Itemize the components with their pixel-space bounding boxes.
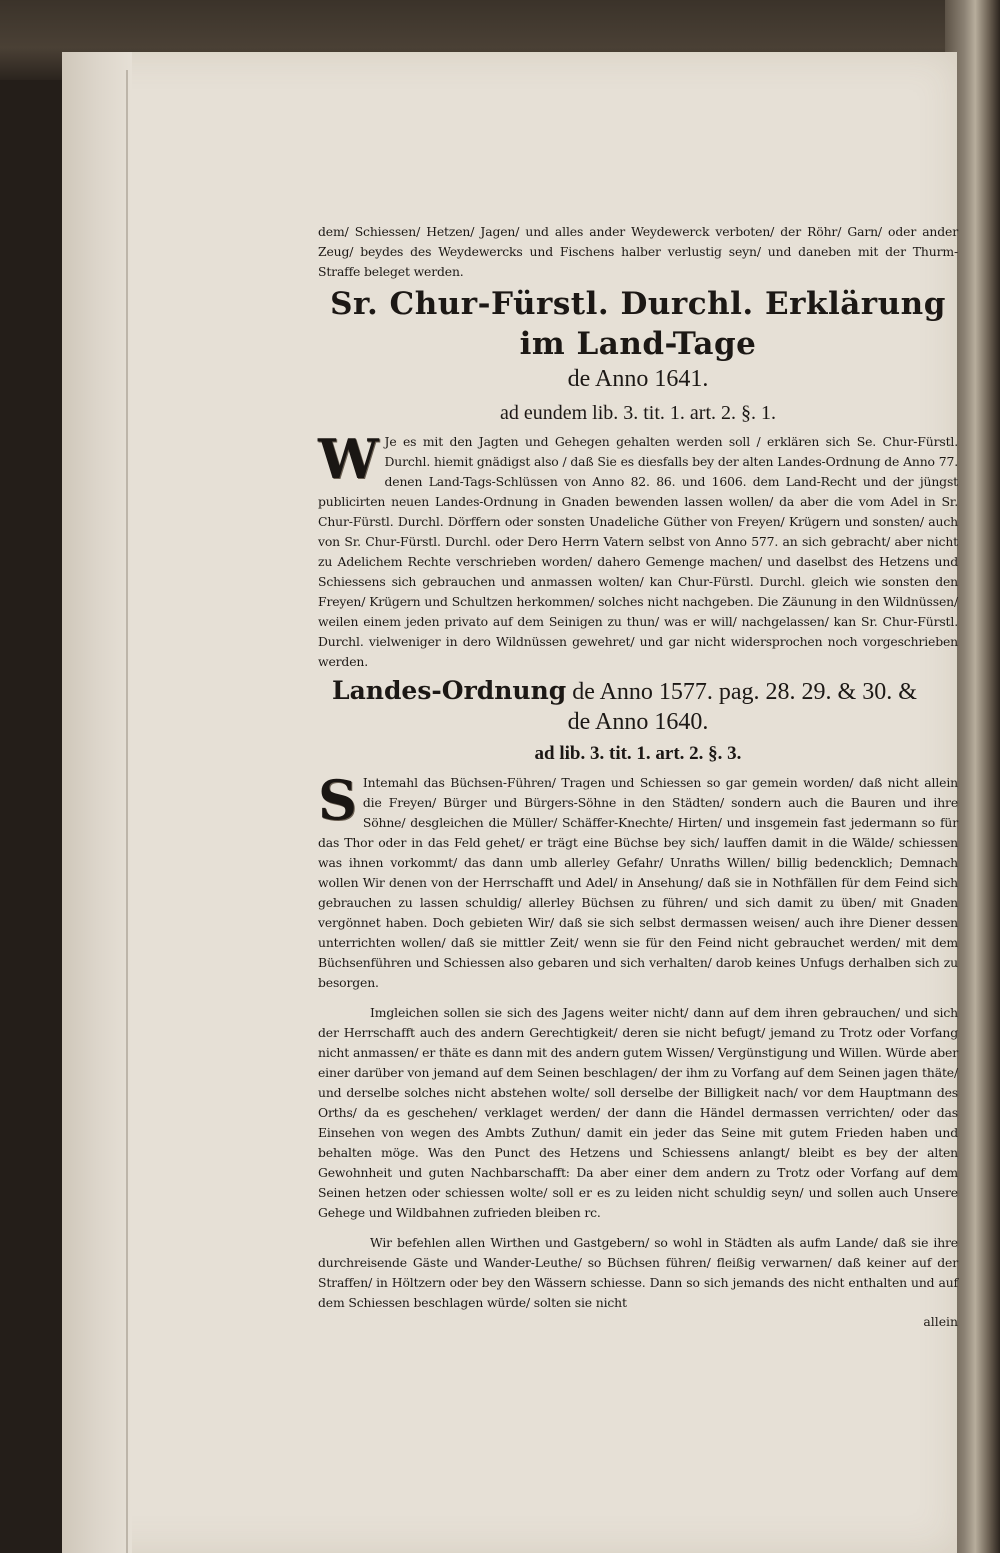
section2-paragraph1 bbox=[318, 768, 958, 993]
gutter-line bbox=[126, 70, 128, 1553]
section2-reference: ad lib. 3. tit. 1. art. 2. §. 3. bbox=[534, 743, 742, 764]
section2-heading-title: Landes-Ordnung bbox=[332, 676, 567, 705]
section2-paragraph2: Imgleichen sollen sie sich des Jagens weiter nicht/ dann auf dem ihren gebrauchen/ und sich der Herrschafft auch des andern Gerechtigkeit/ deren sie nicht befugt/ jemand zu Trotz oder Vorfang nicht anmassen/ er thäte es dann mit des andern gutem Wissen/ Vergünstigung und Willen. Würde aber einer darüber von jemand auf dem Seinen beschlagen/ der ihm zu Vorfang auf dem Seinen jagen thäte/ und derselbe solches nicht abstehen wolte/ soll derselbe der Billigkeit nach/ vor dem Hauptmann des Orths/ da es geschehen/ verklaget werden/ der dann die Händel dermassen verrichten/ oder das Einsehen von wegen des Ambts Zuthun/ damit ein jeder das Seine mit gutem Frieden haben und behalten möge. Was den Punct des Hetzens und Schiessens anlangt/ bleibt es bey der alten Gewohnheit und guten Nachbarschafft: Da aber einer dem andern zu Trotz oder Vorfang auf dem Seinen hetzen oder schiessen wolte/ soll er es zu leiden nicht schuldig seyn/ und sollen auch Unsere Gehege und Wildbahnen zufrieden bleiben rc. bbox=[318, 1005, 958, 1220]
catchword: allein bbox=[923, 1314, 958, 1329]
section2-heading-line2: de Anno 1640. bbox=[567, 709, 709, 735]
section1-heading: Sr. Chur-Fürstl. Durchl. Erklärung im Land-Tage bbox=[330, 286, 946, 362]
drop-cap-w: W bbox=[318, 427, 379, 491]
section2-paragraph1-text: Intemahl das Büchsen-Führen/ Tragen und Schiessen so gar gemein worden/ daß nicht allein die Freyen/ Bürger und Bürgers-Söhne in den Städten/ sondern auch die Bauren und ihre Söhne/ desgleichen die Müller/ Schäffer-Knechte/ Hirten/ und insgemein fast jedermann so für das Thor oder in das Feld gehet/ er trägt eine Büchse bey sich/ lauffen damit in die Wälde/ schiessen was ihnen vorkommt/ das dann umb allerley Gefahr/ Unraths Willen/ billig bedencklich; Demnach wollen Wir denen von der Herrschafft und Adel/ in Ansehung/ daß sie in Nothfällen für dem Feind sich gebrauchen zu lassen schuldig/ allerley Büchsen zu führen/ und sich damit zu üben/ mit Gnaden vergönnet haben. Doch gebieten Wir/ daß sie sich selbst dermassen weisen/ auch ihre Diener dessen unterrichten wollen/ daß sie mittler Zeit/ wenn sie für den Feind nicht gebrauchet werden/ mit dem Büchsenführen und Schiessen also gebaren und sich verhalten/ darob keines Unfugs derhalben sich zu besorgen. bbox=[318, 775, 958, 990]
section1-body bbox=[318, 427, 958, 672]
section2-heading-rest: de Anno 1577. pag. 28. 29. & 30. & bbox=[566, 679, 917, 705]
drop-cap-s: S bbox=[318, 768, 357, 832]
scan-background-left bbox=[0, 0, 70, 1553]
section1-body-text: Je es mit den Jagten und Gehegen gehalten werden soll / erklären sich Se. Chur-Fürstl. Durchl. hiemit gnädigst also / daß Sie es diesfalls bey der alten Landes-Ordnung de Anno 77. denen Land-Tags-Schlüssen von Anno 82. 86. und 1606. dem Land-Recht und der jüngst publicirten neuen Landes-Ordnung in Gnaden bewenden lassen wollen/ da aber die vom Adel in Sr. Chur-Fürstl. Durchl. Dörffern oder sonsten Unadeliche Güther von Freyen/ Krügern und sonsten/ auch von Sr. Chur-Fürstl. Durchl. oder Dero Herrn Vatern selbst von Anno 577. an sich gebracht/ aber nicht zu Adelichem Rechte verschrieben worden/ dahero Gemenge machen/ und daselbst des Hetzens und Schiessens sich gebrauchen und anmassen wolten/ kan Chur-Fürstl. Durchl. gleich wie sonsten den Freyen/ Krügern und Schultzen herkommen/ solches nicht nachgeben. Die Zäunung in den Wildnüssen/ weilen einem jeden privato auf dem Seinigen zu thun/ was er will/ nachgelassen/ kan Sr. Chur-Fürstl. Durchl. vielweniger in dero Wildnüssen gewehret/ und gar nicht widersprochen noch vorgeschrieben werden. bbox=[318, 434, 958, 669]
section1-year: de Anno 1641. bbox=[567, 366, 709, 392]
intro-paragraph: dem/ Schiessen/ Hetzen/ Jagen/ und alles ander Weydewerck verboten/ der Röhr/ Garn/ oder ander Zeug/ beydes des Weydewercks und Fischens halber verlustig seyn/ und daneben mit der Thurm-Straffe beleget werden. bbox=[318, 224, 958, 279]
section2-heading bbox=[332, 676, 958, 707]
page-text-block bbox=[318, 222, 958, 1331]
section2-paragraph3: Wir befehlen allen Wirthen und Gastgebern/ so wohl in Städten als aufm Lande/ daß sie ihre durchreisende Gäste und Wander-Leuthe/ so Büchsen führen/ fleißig verwarnen/ daß keiner auf der Straffen/ in Höltzern oder bey den Wässern schiesse. Dann so sich jemands des nicht enthalten und auf dem Schiessen beschlagen würde/ solten sie nicht bbox=[318, 1235, 958, 1310]
page-gutter bbox=[62, 52, 132, 1553]
section1-reference: ad eundem lib. 3. tit. 1. art. 2. §. 1. bbox=[499, 402, 777, 424]
